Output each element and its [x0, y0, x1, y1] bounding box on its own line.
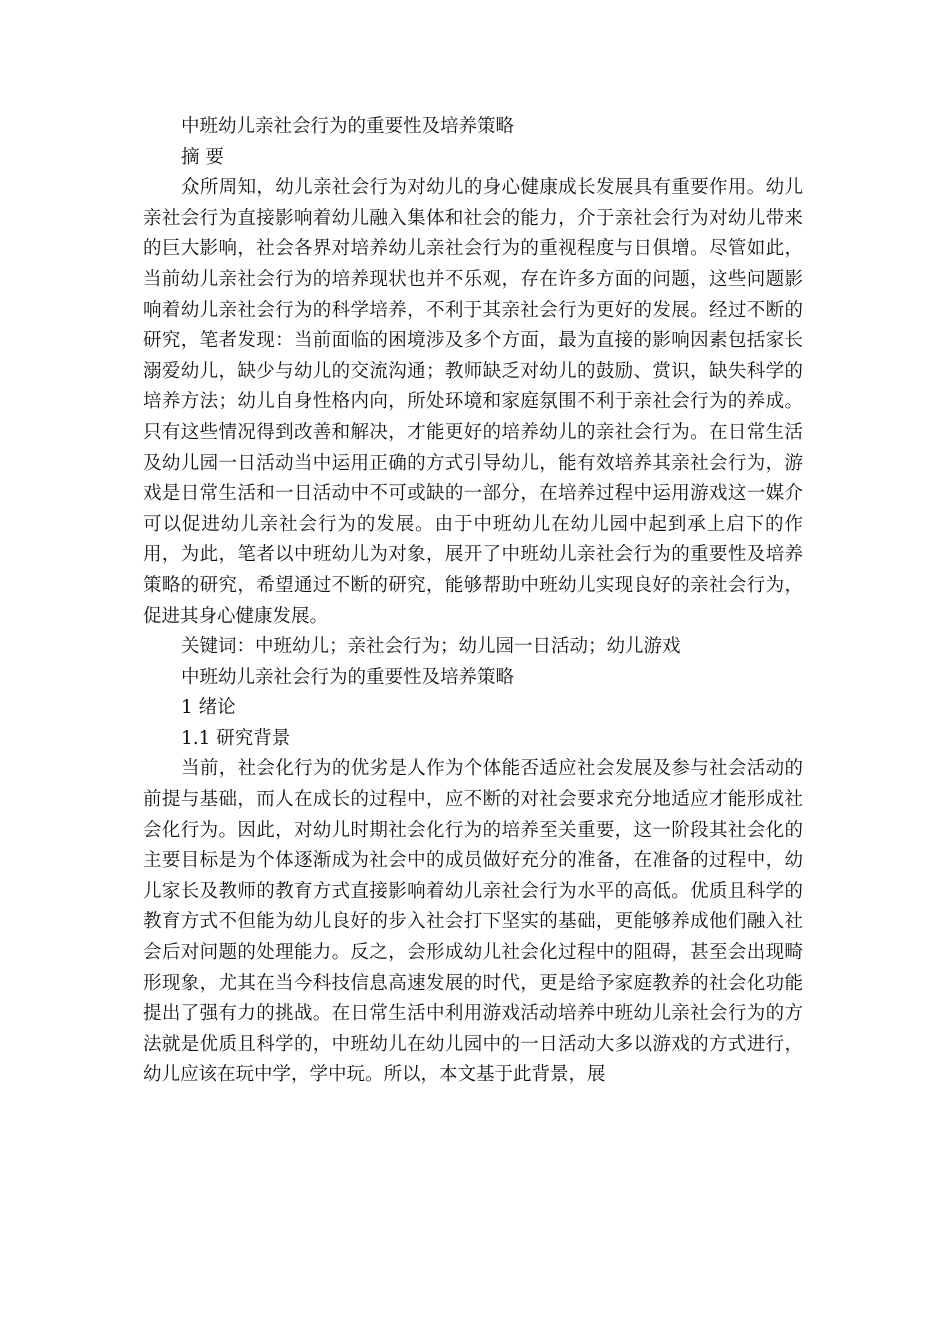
section-heading-introduction: 1 绪论 [181, 697, 236, 719]
abstract-paragraph: 众所周知，幼儿亲社会行为对幼儿的身心健康成长发展具有重要作用。幼儿亲社会行为直接影响着幼儿融入集体和社会的能力，介于亲社会行为对幼儿带来的巨大影响，社会各界对培养幼儿亲社会行为的重视程度与日俱增。尽管如此，当前幼儿亲社会行为的培养现状也并不乐观，存在许多方面的问题，这些问题影响着幼儿亲社会行为的科学培养，不利于其亲社会行为更好的发展。经过不断的研究，笔者发现：当前面临的困境涉及多个方面，最为直接的影响因素包括家长溺爱幼儿，缺少与幼儿的交流沟通；教师缺乏对幼儿的鼓励、赏识，缺失科学的培养方法；幼儿自身性格内向，所处环境和家庭氛围不利于亲社会行为的养成。只有这些情况得到改善和解决，才能更好的培养幼儿的亲社会行为。在日常生活及幼儿园一日活动当中运用正确的方式引导幼儿，能有效培养其亲社会行为，游戏是日常生活和一日活动中不可或缺的一部分，在培养过程中运用游戏这一媒介可以促进幼儿亲社会行为的发展。由于中班幼儿在幼儿园中起到承上启下的作用，为此，笔者以中班幼儿为对象，展开了中班幼儿亲社会行为的重要性及培养策略的研究，希望通过不断的研究，能够帮助中班幼儿实现良好的亲社会行为，促进其身心健康发展。 [143, 177, 803, 627]
repeated-title: 中班幼儿亲社会行为的重要性及培养策略 [181, 666, 515, 688]
subsection-heading-background: 1.1 研究背景 [181, 727, 291, 749]
abstract-heading: 摘 要 [181, 146, 224, 168]
background-paragraph: 当前，社会化行为的优劣是人作为个体能否适应社会发展及参与社会活动的前提与基础，而人在成长的过程中，应不断的对社会要求充分地适应才能形成社会化行为。因此，对幼儿时期社会化行为的培养至关重要，这一阶段其社会化的主要目标是为个体逐渐成为社会中的成员做好充分的准备，在准备的过程中，幼儿家长及教师的教育方式直接影响着幼儿亲社会行为水平的高低。优质且科学的教育方式不但能为幼儿良好的步入社会打下坚实的基础，更能够养成他们融入社会后对问题的处理能力。反之，会形成幼儿社会化过程中的阻碍，甚至会出现畸形现象，尤其在当今科技信息高速发展的时代，更是给予家庭教养的社会化功能提出了强有力的挑战。在日常生活中利用游戏活动培养中班幼儿亲社会行为的方法就是优质且科学的，中班幼儿在幼儿园中的一日活动大多以游戏的方式进行，幼儿应该在玩中学，学中玩。所以，本文基于此背景，展 [143, 758, 803, 1086]
document-body [143, 112, 803, 1091]
document-title: 中班幼儿亲社会行为的重要性及培养策略 [181, 116, 515, 137]
keywords-line: 关键词：中班幼儿；亲社会行为；幼儿园一日活动；幼儿游戏 [181, 636, 681, 658]
